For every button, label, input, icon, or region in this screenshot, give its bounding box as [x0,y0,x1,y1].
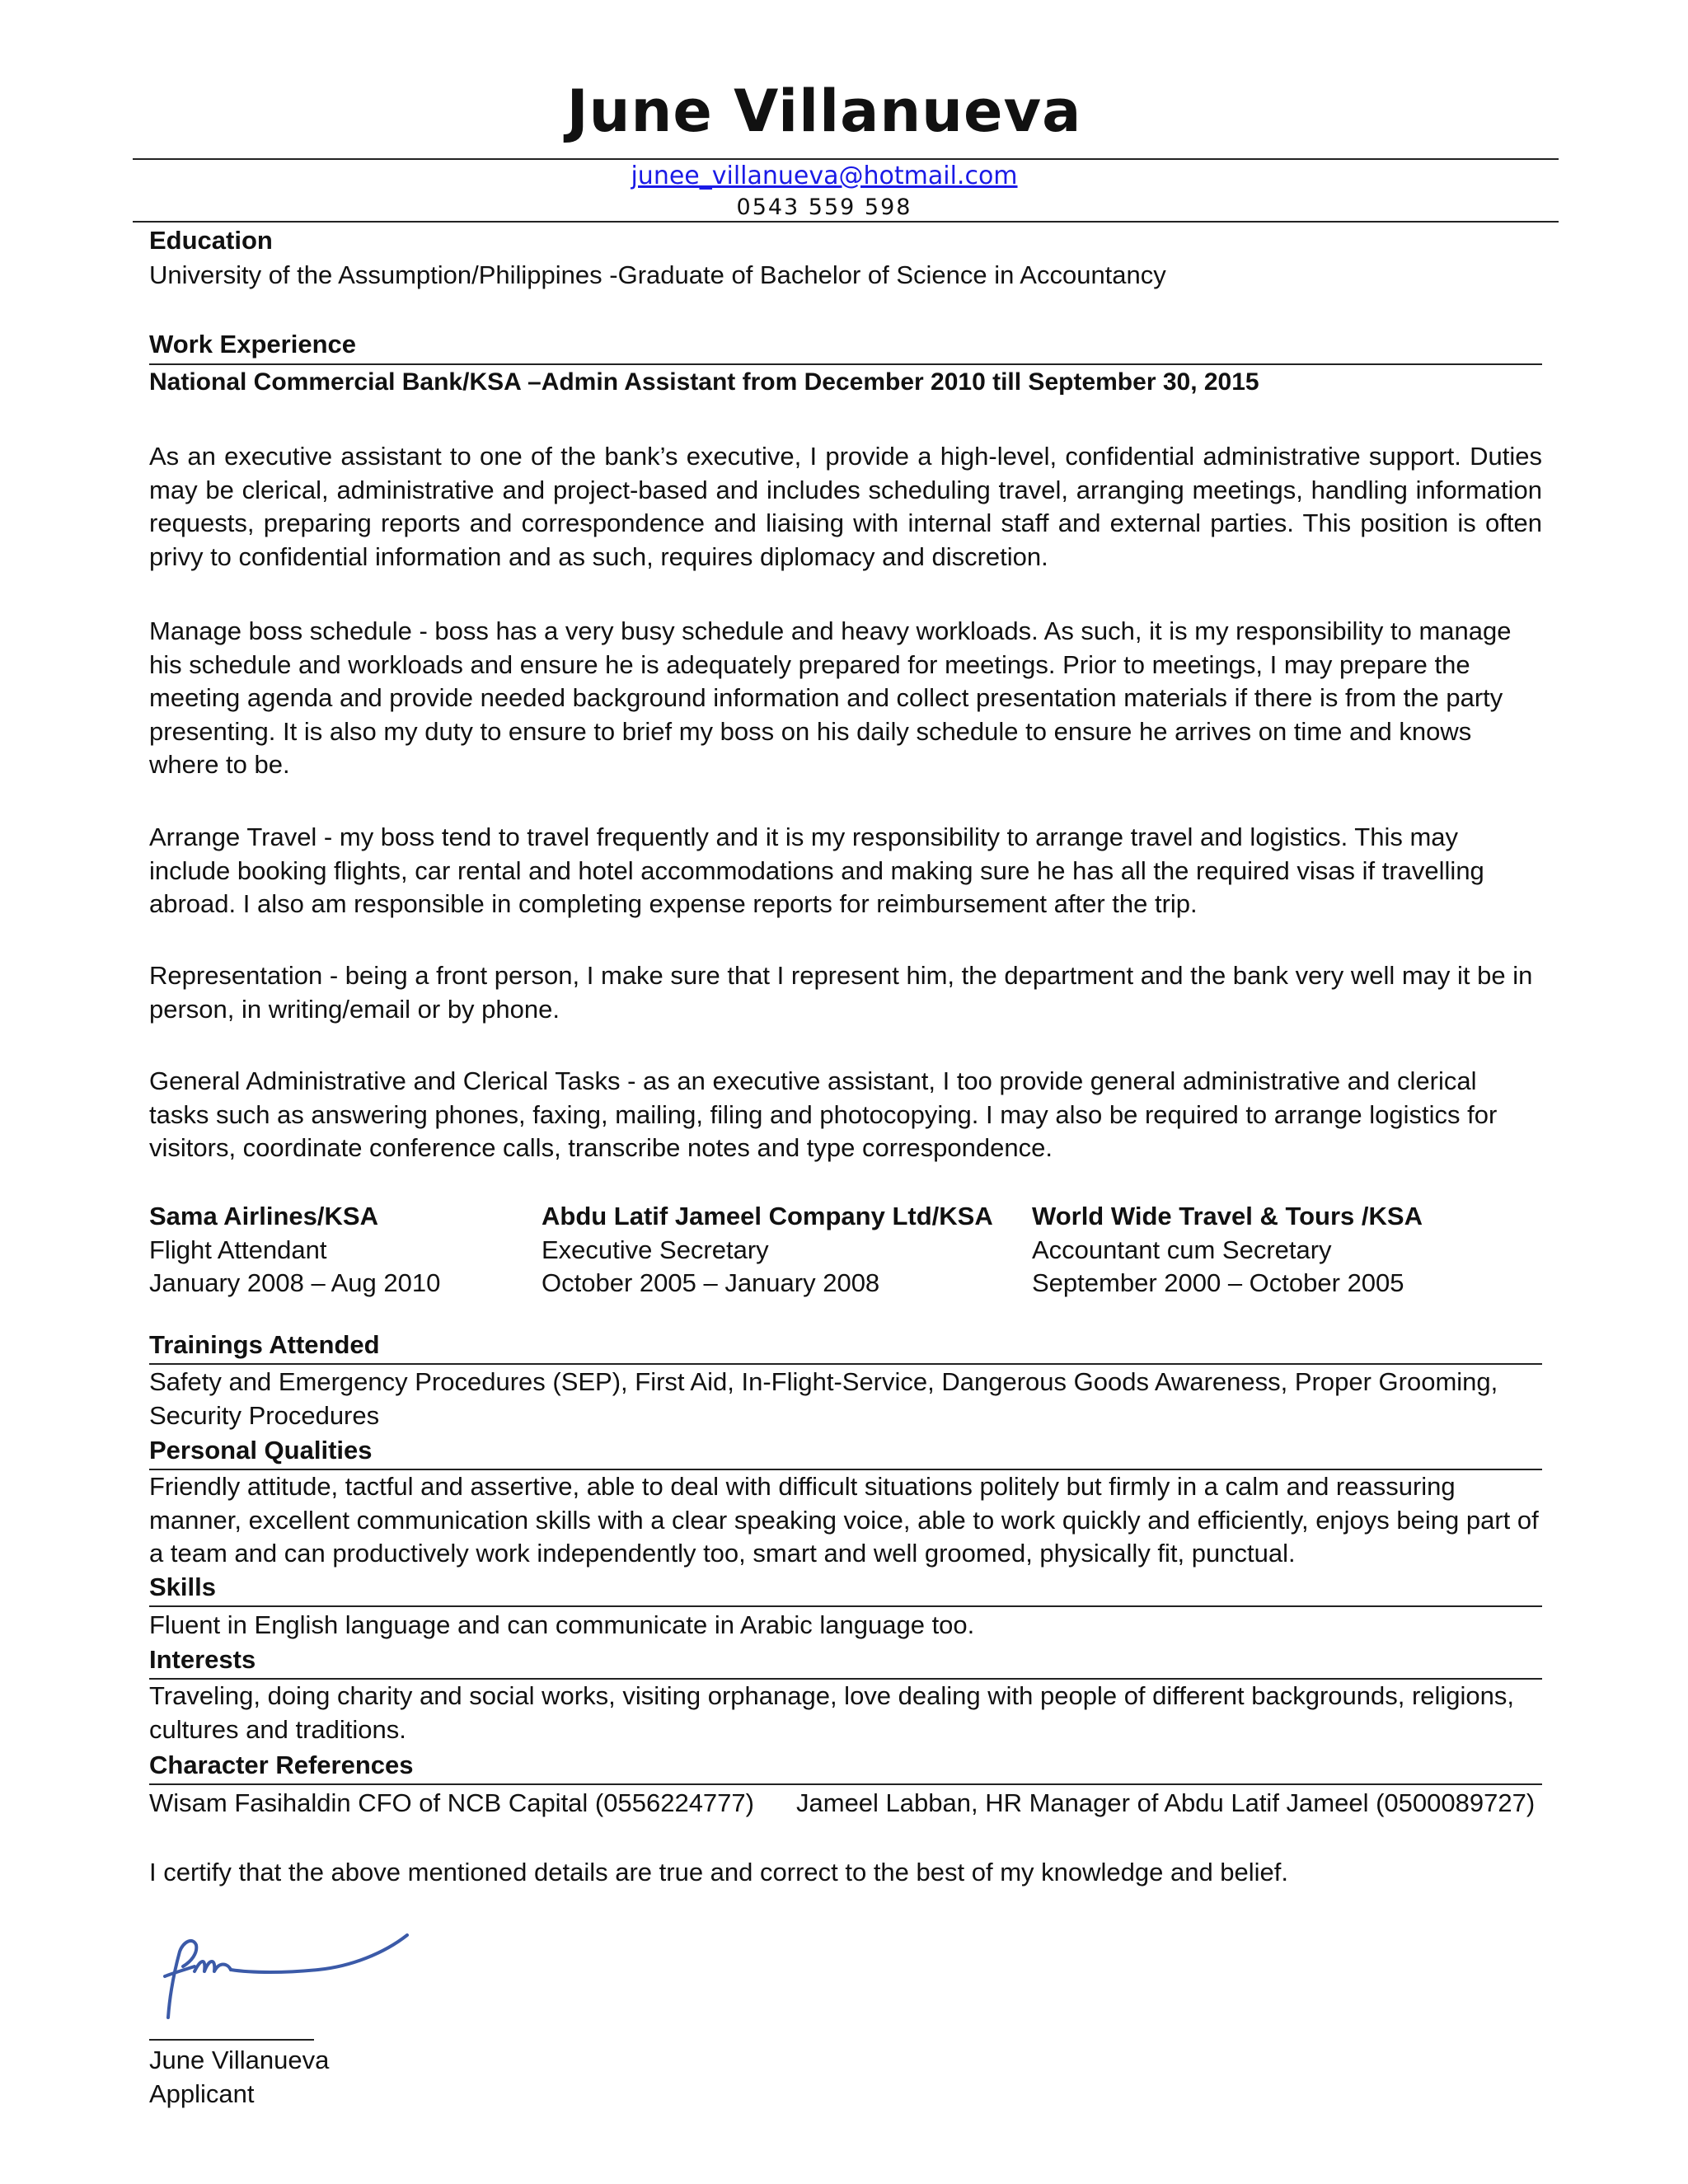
trainings-divider [149,1363,1542,1365]
signature-line [149,2039,314,2041]
previous-job-sama [149,1200,440,1301]
previous-job-title: Accountant cum Secretary [1032,1235,1332,1264]
trainings-heading: Trainings Attended [149,1330,380,1359]
current-job-title: National Commercial Bank/KSA –Admin Assistant from December 2010 till September 30, 2015 [149,368,1259,396]
education-detail: University of the Assumption/Philippines -Graduate of Bachelor of Science in Accountancy [149,260,1166,289]
qualities-detail: Friendly attitude, tactful and assertive, able to deal with difficult situations politely but firmly in a calm and reassuring manner, excellent communication skills with a clear speaking voice, able to work quickly and efficiently, enjoys being part of a team and can productively work independently too, smart and well groomed, physically fit, punctual. [149,1472,1539,1568]
trainings-detail: Safety and Emergency Procedures (SEP), First Aid, In-Flight-Service, Dangerous Goods Awareness, Proper Grooming, Security Procedures [149,1367,1498,1430]
previous-job-period: September 2000 – October 2005 [1032,1268,1404,1297]
previous-job-world-wide [1032,1200,1423,1301]
previous-job-abdu-latif [542,1200,993,1301]
work-experience-divider [149,363,1542,365]
applicant-name: June Villanueva [566,77,1082,145]
skills-detail: Fluent in English language and can communicate in Arabic language too. [149,1610,975,1639]
work-paragraph-executive-assistant: As an executive assistant to one of the bank’s executive, I provide a high-level, confidential administrative support. Duties may be clerical, administrative and project-based and includes scheduling travel, arranging meetings, handling information requests, preparing reports and correspondence and liaising with internal staff and external parties. This position is often privy to confidential information and as such, requires diplomacy and discretion. [149,442,1542,571]
interests-detail: Traveling, doing charity and social works, visiting orphanage, love dealing with people of different backgrounds, religions, cultures and traditions. [149,1681,1515,1744]
previous-job-company: Abdu Latif Jameel Company Ltd/KSA [542,1202,993,1230]
certification-statement: I certify that the above mentioned details are true and correct to the best of my knowledge and belief. [149,1858,1289,1886]
handwritten-signature [145,1912,425,2027]
skills-divider [149,1605,1542,1607]
work-paragraph-representation: Representation - being a front person, I make sure that I represent him, the department and the bank very well may it be in person, in writing/email or by phone. [149,961,1533,1024]
reference-item: Wisam Fasihaldin CFO of NCB Capital (0556224777) [149,1788,754,1817]
references-heading: Character References [149,1750,414,1779]
qualities-heading: Personal Qualities [149,1436,373,1465]
work-paragraph-general-admin: General Administrative and Clerical Tasks - as an executive assistant, I too provide general administrative and clerical tasks such as answering phones, faxing, mailing, filing and photocopying. I may also be required to arrange logistics for visitors, coordinate conference calls, transcribe notes and type correspondence. [149,1066,1498,1162]
previous-job-title: Flight Attendant [149,1235,327,1264]
signature-role: Applicant [149,2079,255,2108]
previous-job-company: World Wide Travel & Tours /KSA [1032,1202,1423,1230]
email-link[interactable]: junee_villanueva@hotmail.com [631,162,1018,190]
previous-job-period: January 2008 – Aug 2010 [149,1268,441,1297]
interests-heading: Interests [149,1645,256,1674]
work-paragraph-manage-schedule: Manage boss schedule - boss has a very busy schedule and heavy workloads. As such, it is my responsibility to manage his schedule and workloads and ensure he is adequately prepared for meetings. Prior to meetings, I may prepare the meeting agenda and provide needed background information and collect presentation materials if there is from the party presenting. It is also my duty to ensure to brief my boss on his daily schedule to ensure he arrives on time and knows where to be. [149,616,1512,779]
reference-item: Jameel Labban, HR Manager of Abdu Latif Jameel (0500089727) [796,1788,1536,1817]
education-heading: Education [149,226,273,255]
phone-number: 0543 559 598 [736,194,912,220]
previous-job-company: Sama Airlines/KSA [149,1202,378,1230]
previous-job-period: October 2005 – January 2008 [542,1268,880,1297]
header-divider-bottom [133,221,1559,223]
previous-job-title: Executive Secretary [542,1235,769,1264]
skills-heading: Skills [149,1572,216,1601]
signature-name: June Villanueva [149,2046,330,2074]
references-divider [149,1783,1542,1785]
work-experience-heading: Work Experience [149,330,356,359]
work-paragraph-arrange-travel: Arrange Travel - my boss tend to travel frequently and it is my responsibility to arrange travel and logistics. This may include booking flights, car rental and hotel accommodations and making sure he has all the required visas if travelling abroad. I also am responsible in completing expense reports for reimbursement after the trip. [149,823,1484,918]
header-divider-top [133,158,1559,160]
